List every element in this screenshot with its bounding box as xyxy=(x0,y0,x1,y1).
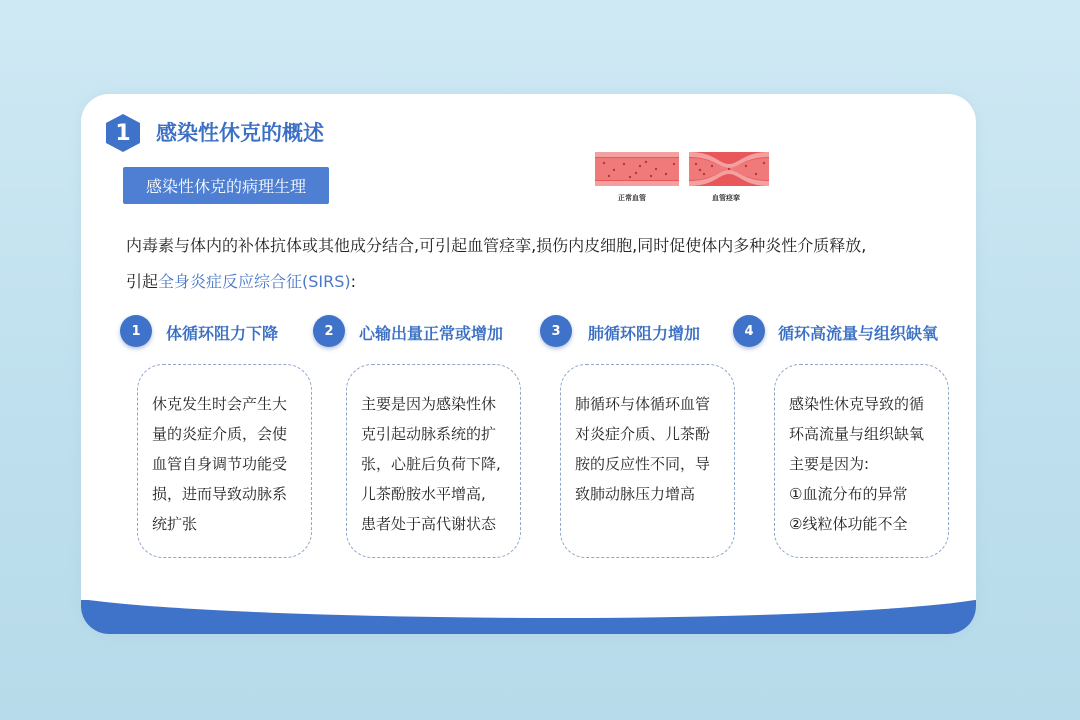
item-3-line: 肺循环与体循环血管 xyxy=(575,395,711,413)
item-title-1: 体循环阻力下降 xyxy=(166,324,279,343)
item-title-3: 肺循环阻力增加 xyxy=(588,324,701,343)
item-box-2 xyxy=(346,364,521,558)
spasm-vessel-label: 血管痉挛 xyxy=(712,194,740,202)
item-3-line: 对炎症介质、儿茶酚 xyxy=(575,425,711,443)
intro-line-2-suffix: : xyxy=(350,272,357,291)
item-2-line: 患者处于高代谢状态 xyxy=(361,515,497,533)
item-2-line: 主要是因为感染性休 xyxy=(361,395,497,413)
item-4-line: 感染性休克导致的循 xyxy=(789,395,925,413)
item-4-line: 环高流量与组织缺氧 xyxy=(789,425,925,443)
intro-line-1: 内毒素与体内的补体抗体或其他成分结合,可引起血管痉挛,损伤内皮细胞,同时促使体内多种炎性介质释放, xyxy=(126,236,867,255)
item-4-line: 主要是因为: xyxy=(789,455,870,473)
item-4-line: ②线粒体功能不全 xyxy=(789,515,908,533)
item-number-4: 4 xyxy=(733,315,765,347)
item-2-line: 张，心脏后负荷下降, xyxy=(361,455,501,473)
sirs-highlight: 全身炎症反应综合征(SIRS) xyxy=(158,272,351,291)
normal-vessel-label: 正常血管 xyxy=(618,194,646,202)
section-number: 1 xyxy=(115,120,131,146)
item-number-1: 1 xyxy=(120,315,152,347)
item-1-line: 血管自身调节功能受 xyxy=(152,455,288,473)
subtitle-badge: 感染性休克的病理生理 xyxy=(123,167,329,204)
item-box-1 xyxy=(137,364,312,558)
item-3-line: 胺的反应性不同，导 xyxy=(575,455,711,473)
section-title: 感染性休克的概述 xyxy=(156,121,324,145)
item-number-2: 2 xyxy=(313,315,345,347)
item-1-line: 量的炎症介质，会使 xyxy=(152,425,288,443)
item-box-3 xyxy=(560,364,735,558)
item-box-4 xyxy=(774,364,949,558)
item-4-line: ①血流分布的异常 xyxy=(789,485,908,503)
intro-line-2-prefix: 引起 xyxy=(126,272,159,291)
spasm-vessel-image xyxy=(689,152,769,186)
item-3-line: 致肺动脉压力增高 xyxy=(575,485,696,503)
intro-line-2 xyxy=(126,269,356,292)
item-2-line: 儿茶酚胺水平增高, xyxy=(361,485,486,503)
item-number-3: 3 xyxy=(540,315,572,347)
item-2-line: 克引起动脉系统的扩 xyxy=(361,425,497,443)
item-1-line: 统扩张 xyxy=(152,515,198,533)
item-1-line: 休克发生时会产生大 xyxy=(152,395,288,413)
normal-vessel-image xyxy=(595,152,679,186)
item-1-line: 损，进而导致动脉系 xyxy=(152,485,288,503)
item-title-4: 循环高流量与组织缺氧 xyxy=(778,324,939,343)
item-title-2: 心输出量正常或增加 xyxy=(359,324,504,343)
